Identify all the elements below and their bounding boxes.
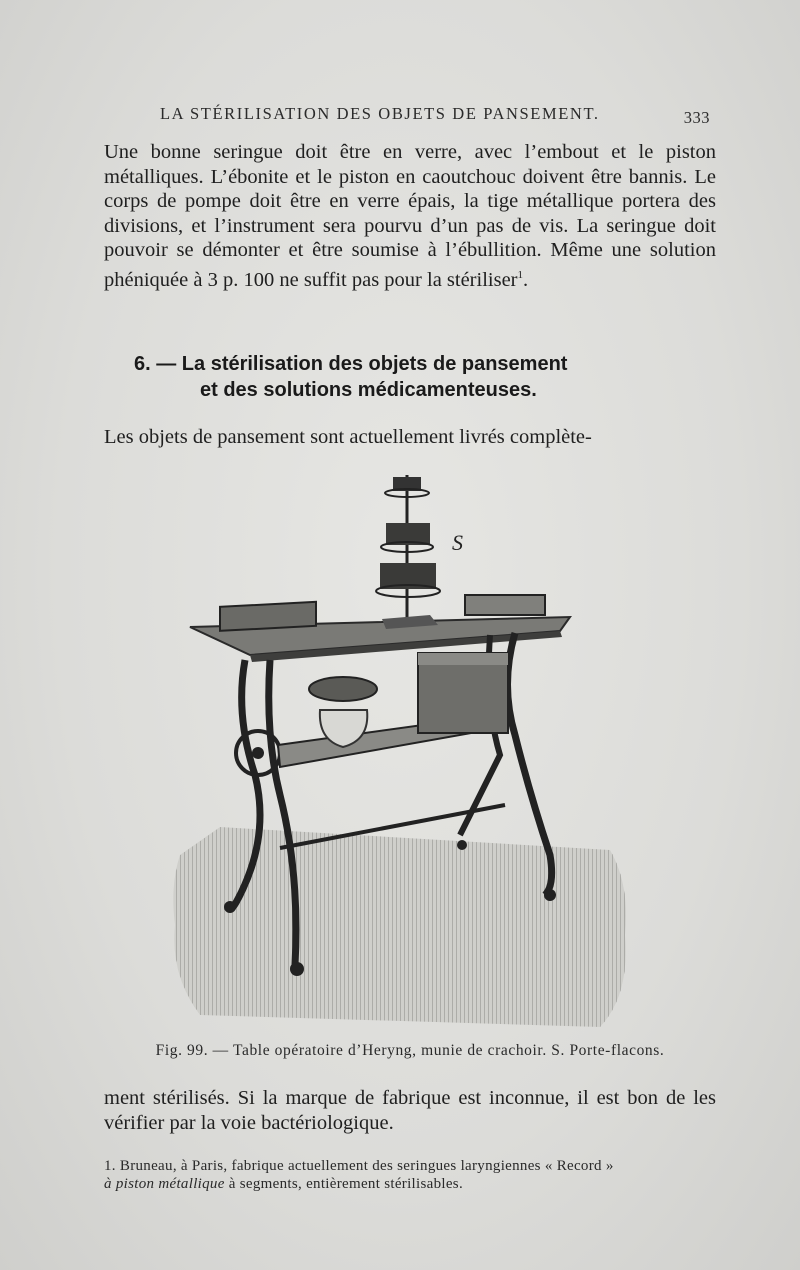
figure-label-s: S [452, 530, 463, 555]
figure-caption: Fig. 99. — Table opératoire d’Heryng, munie de crachoir. S. Porte-flacons. [155, 1042, 665, 1059]
operating-table-engraving [160, 455, 640, 1035]
instrument-box-right [465, 595, 545, 615]
figure-operating-table [160, 455, 640, 1035]
floor-shadow [173, 827, 626, 1027]
paragraph-1-end: . [523, 268, 529, 291]
spittoon-bowl [309, 677, 377, 701]
pedal-wheel-hub [252, 747, 264, 759]
page-number: 333 [683, 108, 710, 127]
running-head-title: LA STÉRILISATION DES OBJETS DE PANSEMENT. [160, 104, 600, 123]
footnote-rest: à segments, entièrement stérilisables. [224, 1176, 463, 1192]
cabinet-lid [418, 653, 508, 665]
paragraph-objets [104, 425, 716, 450]
footnote-reference: 1 [517, 268, 524, 281]
paragraph-3-text: ment stérilisés. Si la marque de fabrique est inconnue, il est bon de les vérifier par la voie bactériologique. [104, 1087, 716, 1134]
footnote-line-2 [104, 1175, 724, 1193]
section-heading-line-2: et des solutions médicamenteuses. [200, 379, 537, 401]
paragraph-steriles [104, 1086, 716, 1135]
footnote [104, 1157, 724, 1193]
caster-left-rear [290, 962, 304, 976]
paragraph-seringue [104, 140, 716, 292]
footnote-italic: à piston métallique [104, 1176, 225, 1192]
caster-right-front [544, 889, 556, 901]
footnote-line-1: 1. Bruneau, à Paris, fabrique actuellement des seringues laryngiennes « Record » [104, 1158, 614, 1174]
section-heading [104, 351, 716, 403]
paragraph-2-text: Les objets de pansement sont actuellement livrés complète- [104, 426, 592, 448]
paragraph-1-text: Une bonne seringue doit être en verre, avec l’embout et le piston métalliques. L’ébonite et le piston en caoutchouc doivent être bannis. Le corps de pompe doit être en verre épais, la tige métallique portera des divisions, et l’instrument sera pourvu d’un pas de vis. La seringue doit pouvoir se démonter et être soumise à l’ébullition. Même une solution phéniquée à 3 p. 100 ne suffit pas pour la stériliser [104, 141, 716, 291]
caster-right-rear [457, 840, 467, 850]
section-heading-line-1: 6. — La stérilisation des objets de pansement [134, 353, 568, 375]
caster-left-front [224, 901, 236, 913]
running-head [160, 104, 720, 127]
instrument-box-left [220, 602, 316, 631]
